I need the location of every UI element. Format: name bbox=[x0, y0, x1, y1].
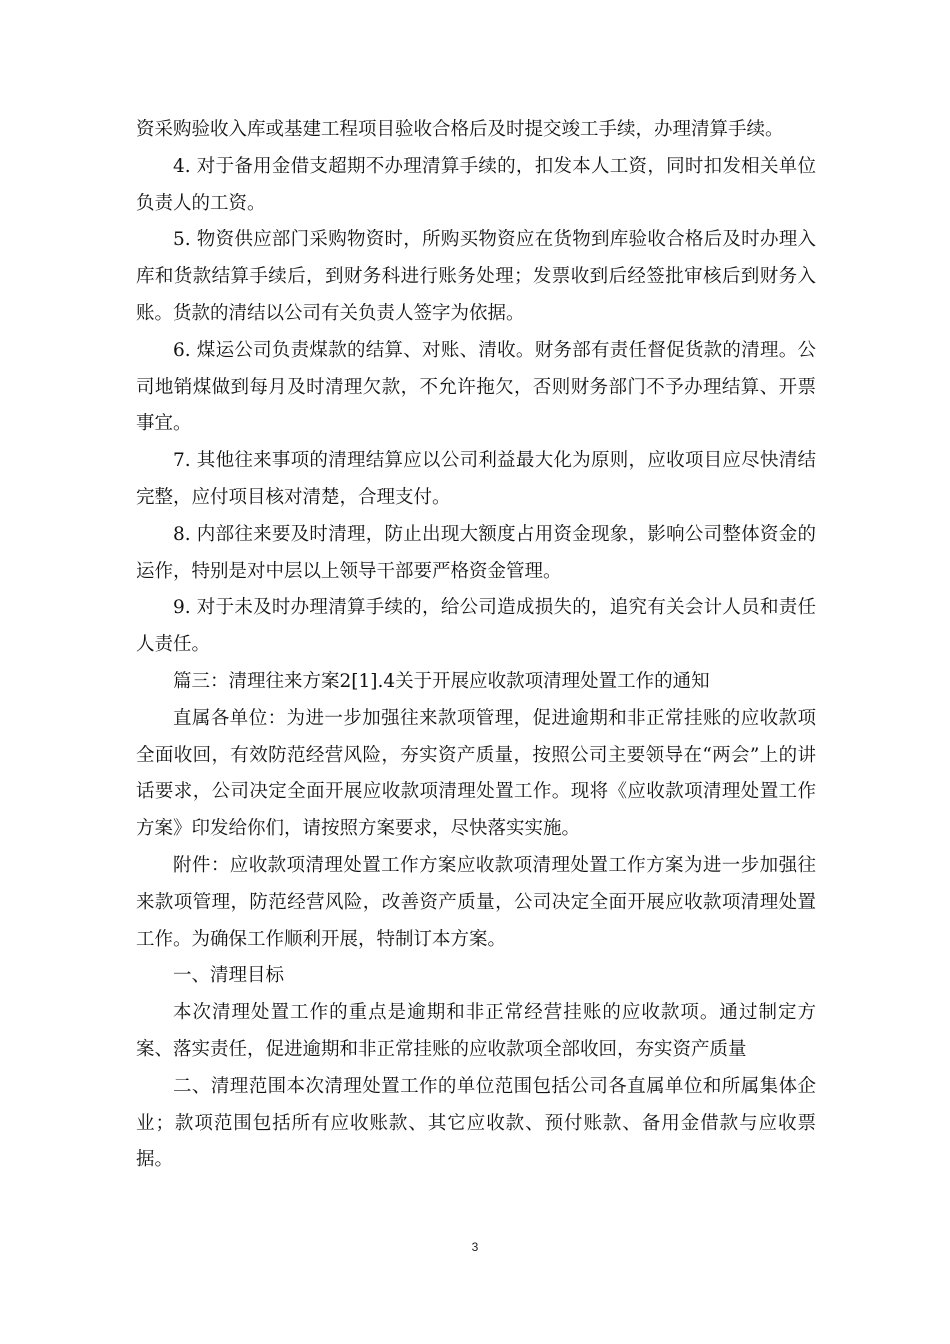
paragraph-6: 8. 内部往来要及时清理，防止出现大额度占用资金现象，影响公司整体资金的运作，特别是对中层以上领导干部要严格资金管理。 bbox=[136, 523, 816, 582]
paragraph-attachment: 附件：应收款项清理处置工作方案应收款项清理处置工作方案为进一步加强往来款项管理，防范经营风险，改善资产质量，公司决定全面开展应收款项清理处置工作。为确保工作顺利开展，特制订本方案。 bbox=[136, 854, 816, 950]
heading-cleanup-goal: 一、清理目标 bbox=[173, 965, 285, 987]
paragraph-2: 4. 对于备用金借支超期不办理清算手续的，扣发本人工资，同时扣发相关单位负责人的工资。 bbox=[136, 155, 816, 214]
page-number: 3 bbox=[471, 1240, 479, 1254]
section-heading-part-three: 篇三：清理往来方案2[1].4关于开展应收款项清理处置工作的通知 bbox=[173, 670, 710, 692]
paragraph-5: 7. 其他往来事项的清理结算应以公司利益最大化为原则，应收项目应尽快清结完整，应付项目核对清楚，合理支付。 bbox=[136, 450, 816, 508]
paragraph-4: 6. 煤运公司负责煤款的结算、对账、清收。财务部有责任督促货款的清理。公司地销煤做到每月及时清理欠款，不允许拖欠，否则财务部门不予办理结算、开票事宜。 bbox=[136, 339, 816, 435]
document-body bbox=[136, 112, 816, 1179]
paragraph-3: 5. 物资供应部门采购物资时，所购买物资应在货物到库验收合格后及时办理入库和货款结算手续后，到财务科进行账务处理；发票收到后经签批审核后到财务入账。货款的清结以公司有关负责人签字为依据。 bbox=[136, 229, 816, 324]
paragraph-scope: 二、清理范围本次清理处置工作的单位范围包括公司各直属单位和所属集体企业；款项范围包括所有应收账款、其它应收款、预付账款、备用金借款与应收票据。 bbox=[136, 1075, 816, 1171]
paragraph-7: 9. 对于未及时办理清算手续的，给公司造成损失的，追究有关会计人员和责任人责任。 bbox=[136, 597, 816, 656]
paragraph-1: 资采购验收入库或基建工程项目验收合格后及时提交竣工手续，办理清算手续。 bbox=[136, 119, 784, 140]
paragraph-goal: 本次清理处置工作的重点是逾期和非正常经营挂账的应收款项。通过制定方案、落实责任，促进逾期和非正常挂账的应收款项全部收回，夯实资产质量 bbox=[136, 1002, 816, 1060]
paragraph-notice: 直属各单位：为进一步加强往来款项管理，促进逾期和非正常挂账的应收款项全面收回，有效防范经营风险，夯实资产质量，按照公司主要领导在“两会”上的讲话要求，公司决定全面开展应收款项清理处置工作。现将《应收款项清理处置工作方案》印发给你们，请按照方案要求，尽快落实实施。 bbox=[136, 707, 816, 840]
